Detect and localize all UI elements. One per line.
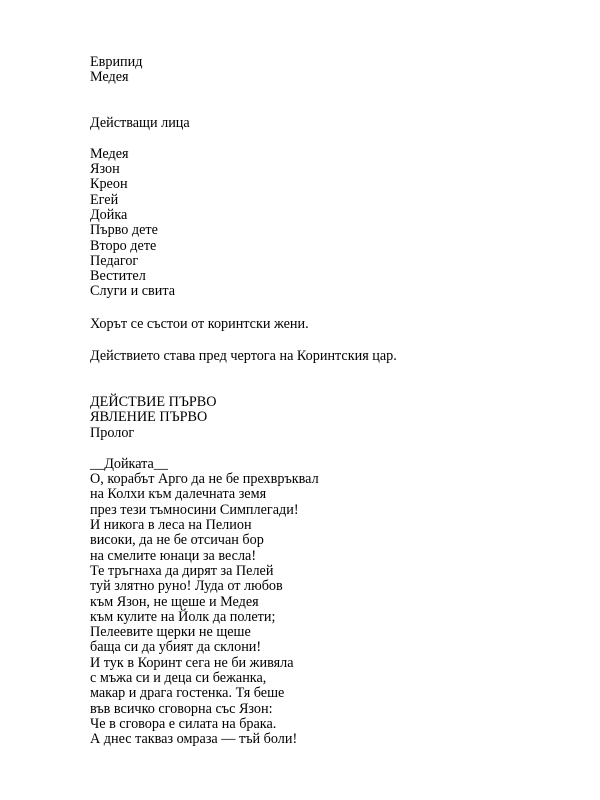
cast-item: Слуги и свита: [90, 283, 175, 300]
cast-heading: Действащи лица: [90, 115, 190, 132]
spacer: [90, 441, 570, 457]
verse-line: А днес такваз омраза — тъй боли!: [90, 731, 298, 748]
cast-item: Язон: [90, 161, 120, 178]
document-page: [90, 55, 570, 747]
cast-item: Креон: [90, 176, 128, 193]
verse-line: с мъжа си и деца си бежанка,: [90, 669, 267, 686]
verse-block: [90, 472, 570, 747]
cast-item: Дойка: [90, 206, 128, 223]
scene-title: ЯВЛЕНИЕ ПЪРВО: [90, 409, 208, 426]
verse-line: на смелите юнаци за весла!: [90, 547, 257, 564]
spacer: [90, 364, 570, 395]
cast-item: Педагог: [90, 252, 139, 269]
cast-item: Егей: [90, 191, 119, 208]
author-name: Еврипид: [90, 54, 143, 70]
verse-line: О, корабът Арго да не бе прехвръквал: [90, 471, 319, 488]
verse-line: баща си да убият да склони!: [90, 639, 262, 656]
cast-item: Медея: [90, 145, 129, 162]
play-title: Медея: [90, 69, 129, 86]
verse-line: Че в сговора е силата на брака.: [90, 715, 277, 732]
verse-line: към Язон, не щеше и Медея: [90, 593, 259, 610]
setting-note: Действието става пред чертога на Коринтския цар.: [90, 348, 397, 365]
spacer: [90, 86, 570, 117]
verse-line: Пелеевите щерки не щеше: [90, 624, 251, 641]
verse-line: през тези тъмносини Симплегади!: [90, 501, 299, 518]
spacer: [90, 300, 570, 317]
verse-line: високи, да не бе отсичан бор: [90, 532, 264, 549]
cast-item: Първо дете: [90, 222, 158, 239]
verse-line: Те тръгнаха да дирят за Пелей: [90, 562, 274, 579]
verse-line: макар и драга гостенка. Тя беше: [90, 685, 285, 702]
cast-item: Вестител: [90, 268, 146, 285]
verse-line: И тук в Коринт сега не би живяла: [90, 654, 294, 671]
speaker-name: __Дойката__: [90, 455, 169, 472]
verse-line: туй злятно руно! Луда от любов: [90, 578, 283, 595]
section-title: Пролог: [90, 424, 135, 441]
verse-line: на Колхи към далечната земя: [90, 486, 267, 503]
chorus-note: Хорът се състои от коринтски жени.: [90, 315, 309, 332]
verse-line: във всичко сговорна със Язон:: [90, 700, 273, 717]
verse-line: И никога в леса на Пелион: [90, 517, 252, 534]
spacer: [90, 131, 570, 146]
cast-list: [90, 147, 570, 300]
act-title: ДЕЙСТВИЕ ПЪРВО: [90, 393, 217, 410]
verse-line: към кулите на Йолк да полети;: [90, 608, 276, 625]
cast-item: Второ дете: [90, 237, 157, 254]
spacer: [90, 332, 570, 349]
